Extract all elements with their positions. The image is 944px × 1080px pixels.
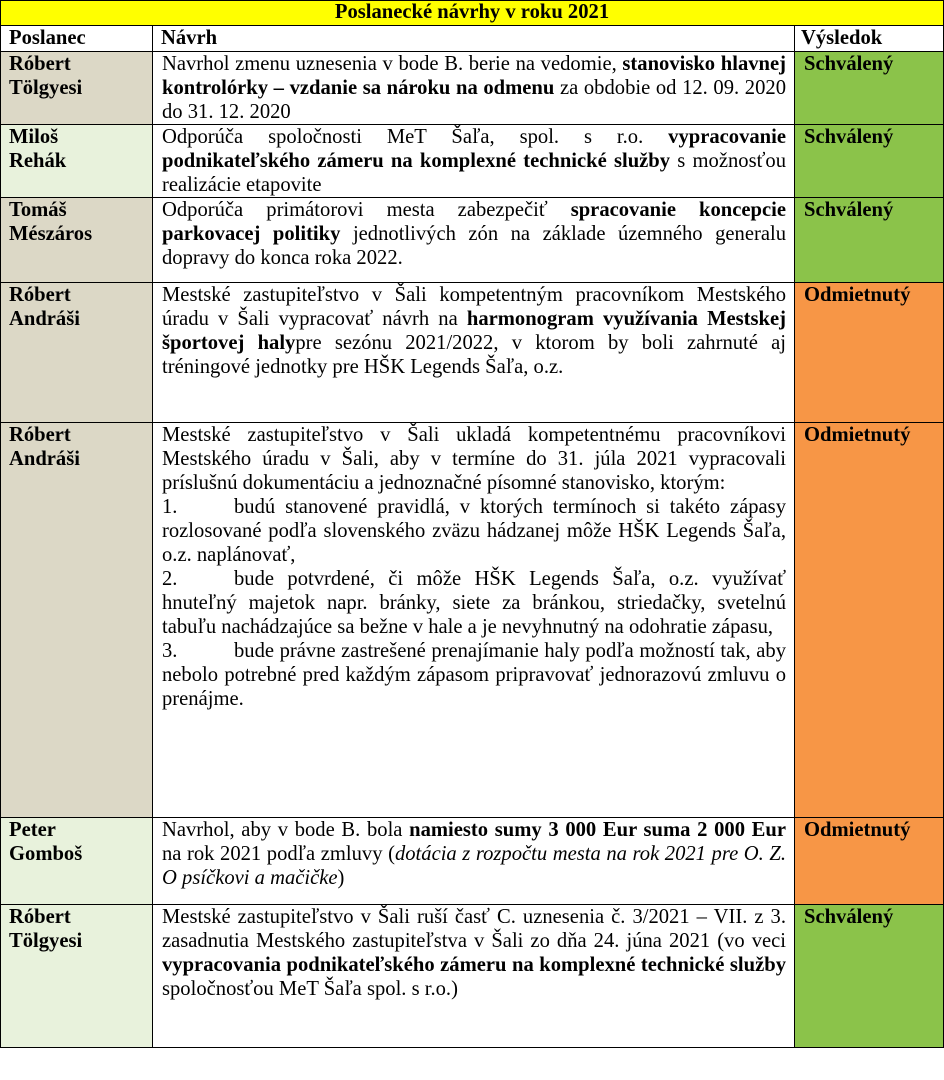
deputy-last-name: Tölgyesi (9, 77, 83, 99)
proposal-part: za obdobie od 12. 09. 2020 do 31. 12. 2020 (162, 77, 786, 123)
proposal-highlight: namiesto sumy 3 000 Eur suma 2 000 Eur (409, 819, 786, 841)
item-text: bude právne zastrešené prenajímanie haly podľa možností tak, aby nebolo potrebné pred každým zápasom pripravovať jednorazovú zmluvu o prenájme. (162, 640, 786, 710)
table-row (1, 125, 944, 198)
item-text: bude potvrdené, či môže HŠK Legends Šaľa, o.z. využívať hnuteľný majetok napr. bránky, siete za bránkou, striedačky, svetelnú tabuľu nachádzajúce sa bežne v hale a je nevyhnutný na odohratie zápasu, (162, 568, 786, 638)
deputy-first-name: Peter (9, 819, 56, 841)
deputy-first-name: Tomáš (9, 199, 67, 221)
result-badge: Odmietnutý (795, 818, 944, 905)
table-row (1, 198, 944, 283)
deputy-first-name: Róbert (9, 53, 71, 75)
item-number: 1. (162, 496, 178, 518)
deputy-first-name: Róbert (9, 284, 71, 306)
deputy-name (1, 198, 153, 283)
proposal-text (153, 125, 795, 198)
proposal-highlight: stanovisko hlavnej kontrolórky – vzdanie sa nároku na odmenu (162, 53, 786, 99)
table-row (1, 905, 944, 1048)
proposal-part: pre sezónu 2021/2022, v ktorom by boli zahrnuté aj tréningové jednotky pre HŠK Legends Šaľa, o.z. (162, 332, 786, 378)
column-header-navrh: Návrh (153, 26, 795, 52)
result-badge: Schválený (795, 125, 944, 198)
header-row (1, 26, 944, 52)
deputy-last-name: Mészáros (9, 223, 93, 245)
proposal-part: Navrhol zmenu uznesenia v bode B. berie na vedomie, (162, 53, 617, 75)
result-badge: Schválený (795, 905, 944, 1048)
proposal-highlight: vypracovanie podnikateľského zámeru na komplexné technické služby (162, 126, 786, 172)
proposal-part: s možnosťou realizácie etapovite (162, 150, 786, 196)
proposal-highlight: spracovanie koncepcie parkovacej politiky (162, 199, 786, 245)
deputy-name (1, 125, 153, 198)
item-number: 2. (162, 568, 178, 590)
deputy-name (1, 905, 153, 1048)
proposal-item (162, 495, 786, 567)
proposal-text (153, 283, 795, 423)
proposal-italic: dotácia z rozpočtu mesta na rok 2021 pre O. Z. O psíčkovi a mačičke (162, 843, 786, 889)
deputy-name (1, 283, 153, 423)
proposal-highlight: harmonogram využívania Mestskej športovej haly (162, 308, 786, 354)
table-row (1, 818, 944, 905)
deputy-last-name: Andráši (9, 308, 80, 330)
proposal-item (162, 567, 786, 639)
proposal-text (153, 905, 795, 1048)
column-header-poslanec: Poslanec (1, 26, 153, 52)
proposal-part: Odporúča primátorovi mesta zabezpečiť (162, 199, 548, 221)
proposal-part: na rok 2021 podľa zmluvy ( (162, 843, 395, 865)
result-badge: Schválený (795, 198, 944, 283)
deputy-name (1, 818, 153, 905)
proposal-part: spoločnosťou MeT Šaľa spol. s r.o.) (162, 978, 458, 1000)
result-badge: Odmietnutý (795, 283, 944, 423)
deputy-name (1, 423, 153, 818)
deputy-last-name: Gomboš (9, 843, 83, 865)
proposal-part: Mestské zastupiteľstvo v Šali ruší časť C. uznesenia č. 3/2021 – VII. z 3. zasadnutia Mestského zastupiteľstva v Šali zo dňa 24. júna 2021 (vo veci (162, 906, 786, 952)
proposal-part: Navrhol, aby v bode B. bola (162, 819, 403, 841)
proposal-text (153, 818, 795, 905)
deputy-last-name: Rehák (9, 150, 67, 172)
deputy-first-name: Róbert (9, 424, 71, 446)
title-row (1, 1, 944, 26)
deputy-name (1, 52, 153, 125)
table-title: Poslanecké návrhy v roku 2021 (1, 1, 944, 26)
table-row (1, 423, 944, 818)
proposal-text (153, 423, 795, 818)
deputy-last-name: Andráši (9, 448, 80, 470)
item-number: 3. (162, 640, 178, 662)
proposal-part: jednotlivých zón na základe územného generalu dopravy do konca roka 2022. (162, 223, 787, 269)
proposal-intro: Mestské zastupiteľstvo v Šali ukladá kompetentnému pracovníkovi Mestského úradu v Šali, aby v termíne do 31. júla 2021 vypracovali príslušnú dokumentáciu a jednoznačné písomné stanovisko, ktorým: (162, 424, 786, 494)
table-row (1, 52, 944, 125)
result-badge: Odmietnutý (795, 423, 944, 818)
proposal-highlight: vypracovania podnikateľského zámeru na komplexné technické služby (162, 954, 786, 976)
item-text: budú stanovené pravidlá, v ktorých termínoch si takéto zápasy rozlosované podľa slovenského zväzu hádzanej môže HŠK Legends Šaľa, o.z. naplánovať, (162, 496, 786, 566)
deputy-last-name: Tölgyesi (9, 930, 83, 952)
table-row (1, 283, 944, 423)
result-badge: Schválený (795, 52, 944, 125)
proposal-text (153, 52, 795, 125)
deputy-first-name: Miloš (9, 126, 59, 148)
proposal-text (153, 198, 795, 283)
column-header-vysledok: Výsledok (795, 26, 944, 52)
proposal-item (162, 639, 786, 711)
deputy-first-name: Róbert (9, 906, 71, 928)
proposal-part: Mestské zastupiteľstvo v Šali kompetentným pracovníkom Mestského úradu v Šali vypracovať návrh na (162, 284, 786, 330)
proposal-part: ) (337, 867, 345, 889)
proposal-part: Odporúča spoločnosti MeT Šaľa, spol. s r.o. (162, 126, 644, 148)
